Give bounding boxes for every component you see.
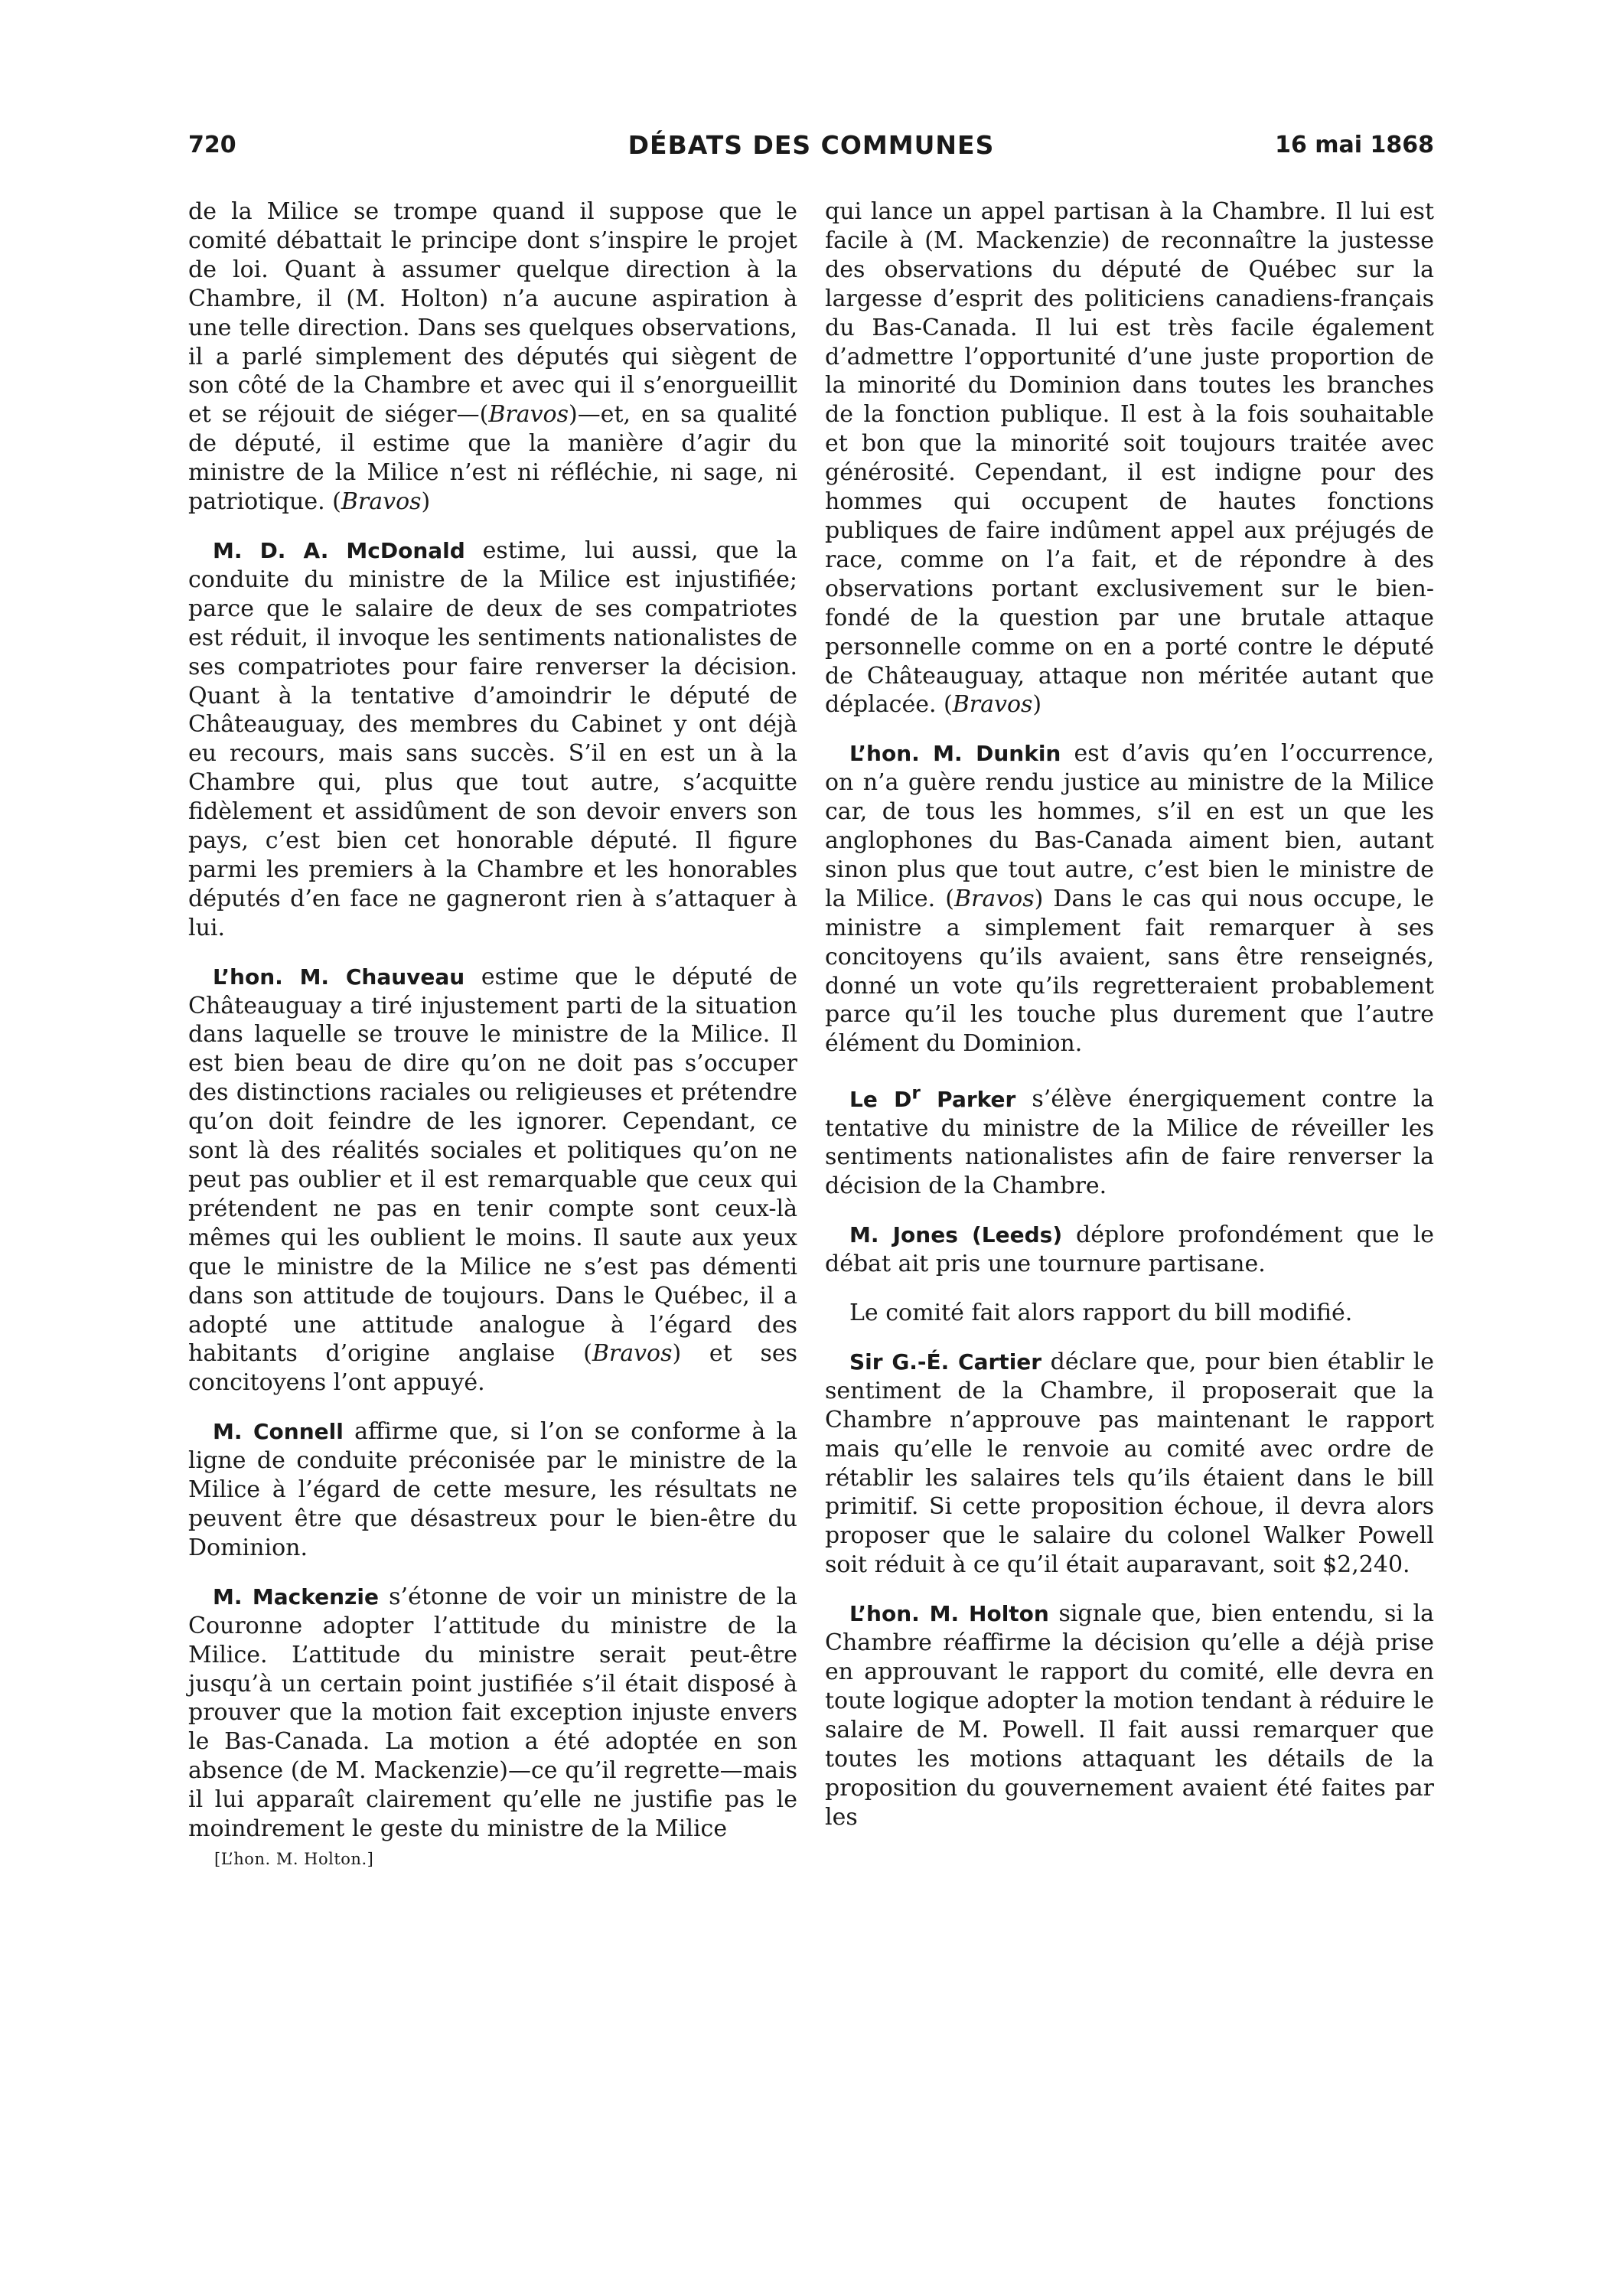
paragraph-jones	[825, 1221, 1434, 1279]
speaker-name: M. Connell	[213, 1419, 344, 1445]
page-number: 720	[188, 132, 236, 158]
speaker-name: L’hon. M. Chauveau	[213, 964, 465, 990]
paragraph-text: déclare que, pour bien établir le sentiment de la Chambre, il proposerait que la Chambre n’approuve pas maintenant le rapport mais qu’elle le renvoie au comité avec ordre de rétablir les salaires tels qu’ils étaient dans le bill primitif. Si cette proposition échoue, il devra alors proposer que le salaire du colonel Walker Powell soit réduit à ce qu’il était auparavant, soit $2,240.	[825, 1348, 1434, 1579]
paragraph-text: de la Milice se trompe quand il suppose que le comité débattait le principe dont s’inspire le projet de loi. Quant à assumer quelque direction à la Chambre, il (M. Holton) n’a aucune aspiration à une telle direction. Dans ses quelques observations, il a parlé simplement des députés qui siègent de son côté de la Chambre et avec qui il s’enorgueillit et se réjouit de siéger—(	[188, 198, 797, 429]
paragraph-text: s’étonne de voir un ministre de la Couronne adopter l’attitude du ministre de la Milice. L’attitude du ministre serait peut-être jusqu’à un certain point justifiée s’il était disposé à prouver que la motion fait exception injuste envers le Bas-Canada. La motion a été adoptée en son absence (de M. Mackenzie)—ce qu’il regrette—mais il lui apparaît clairement qu’elle ne justifie pas le moindrement le geste du ministre de la Milice	[188, 1583, 798, 1843]
paragraph-text: est d’avis qu’en l’occurrence, on n’a guère rendu justice au ministre de la Milice car, de tous les hommes, s’il en est un que les anglophones du Bas-Canada aiment bien, autant sinon plus que tout autre, c’est bien le ministre de la Milice. (	[825, 740, 1434, 912]
interjection: Bravos	[953, 885, 1035, 912]
paragraph-text: qui lance un appel partisan à la Chambre. Il lui est facile à (M. Mackenzie) de reconnaître la justesse des observations du député de Québec sur la largesse d’esprit des politiciens canadiens-français du Bas-Canada. Il lui est très facile également d’admettre l’opportunité d’une juste proportion de la minorité du Dominion dans toutes les branches de la fonction publique. Il est à la fois souhaitable et bon que la minorité soit toujours traitée avec générosité. Cependant, il est indigne pour des hommes qui occupent de hautes fonctions publiques de faire indûment appel aux préjugés de race, comme on l’a fait, et de répondre à des observations portant exclusivement sur le bien-fondé de la question par une brutale attaque personnelle comme on en a porté contre le député de Châteauguay, attaque non méritée autant que déplacée. (	[825, 198, 1434, 719]
speaker-name: L’hon. M. Holton	[849, 1601, 1049, 1627]
right-column	[825, 197, 1434, 1831]
interjection: Bravos	[488, 401, 569, 429]
paragraph-text: estime, lui aussi, que la conduite du ministre de la Milice est injustifiée; parce que le salaire de deux de ses compatriotes est réduit, il invoque les sentiments nationalistes de ses compatriotes pour faire renverser la décision. Quant à la tentative d’amoindrir le député de Châteauguay, des membres du Cabinet y ont déjà eu recours, mais sans succès. S’il en est un à la Chambre qui, plus que tout autre, s’acquitte fidèlement et assidûment de son devoir envers son pays, c’est bien cet honorable député. Il figure parmi les premiers à la Chambre et les honorables députés d’en face ne gagneront rien à s’attaquer à lui.	[188, 536, 798, 941]
paragraph-chauveau	[188, 963, 797, 1398]
page-footer: [L’hon. M. Holton.]	[214, 1849, 374, 1868]
paragraph-cartier	[825, 1348, 1434, 1580]
paragraph-committee-report: Le comité fait alors rapport du bill modifié.	[849, 1300, 1353, 1327]
interjection: Bravos	[592, 1340, 673, 1368]
speaker-name: Sir G.-É. Cartier	[849, 1349, 1042, 1375]
speaker-name: L’hon. M. Dunkin	[849, 741, 1061, 767]
session-date: 16 mai 1868	[1275, 132, 1434, 158]
paragraph-text: ) Dans le cas qui nous occupe, le ministre a simplement fait remarquer à ses concitoyens qu’ils avaient, sans être renseignés, donné un vote qu’ils regretteraient probablement parce qu’il les touche plus durement que l’autre élément du Dominion.	[825, 885, 1434, 1058]
speaker-name	[849, 1081, 1016, 1112]
speaker-title: Le D	[849, 1086, 912, 1112]
paragraph-text: s’élève énergiquement contre la tentative du ministre de la Milice de réveiller les sentiments nationalistes afin de faire renverser la décision de la Chambre.	[825, 1085, 1435, 1200]
speaker-surname: Parker	[920, 1086, 1016, 1112]
left-column	[188, 197, 797, 1868]
paragraph-text: affirme que, si l’on se conforme à la ligne de conduite préconisée par le ministre de la Milice à l’égard de cette mesure, les résultats ne peuvent être que désastreux pour le bien-être du Dominion.	[188, 1418, 797, 1561]
page-header	[188, 129, 1434, 167]
paragraph-connell	[188, 1417, 797, 1563]
speaker-name: M. Jones (Leeds)	[849, 1222, 1063, 1248]
speaker-name: M. D. A. McDonald	[213, 537, 465, 563]
paragraph-text: ) et ses concitoyens l’ont appuyé.	[188, 1340, 798, 1397]
paragraph-dunkin	[825, 739, 1434, 1058]
paragraph-holton-continued	[188, 197, 797, 517]
paragraph-text: déplore profondément que le débat ait pris une tournure partisane.	[825, 1221, 1434, 1278]
interjection: Bravos	[952, 691, 1033, 719]
paragraph-mackenzie-continued	[825, 197, 1434, 719]
paragraph-text: )	[1032, 691, 1042, 719]
paragraph-text: estime que le député de Châteauguay a tiré injustement parti de la situation dans laquelle se trouve le ministre de la Milice. Il est bien beau de dire qu’on ne doit pas s’occuper des distinctions raciales ou religieuses et prétendre qu’on doit feindre de les ignorer. Cependant, ce sont là des réalités sociales et politiques qu’on ne peut pas oublier et il est remarquable que ceux qui prétendent ne pas en tenir compte sont ceux-là mêmes qui les oublient le moins. Il saute aux yeux que le ministre de la Milice ne s’est pas démenti dans son attitude de toujours. Dans le Québec, il a adopté une attitude analogue à l’égard des habitants d’origine anglaise (	[188, 963, 798, 1368]
paragraph-parker	[825, 1078, 1434, 1201]
paragraph-text: signale que, bien entendu, si la Chambre réaffirme la décision qu’elle a déjà prise en approuvant le rapport du comité, elle devra en toute logique adopter la motion tendant à réduire le salaire de M. Powell. Il fait aussi remarquer que toutes les motions attaquant les détails de la proposition du gouvernement avaient été faites par les	[825, 1600, 1434, 1831]
running-title: DÉBATS DES COMMUNES	[627, 130, 995, 160]
speaker-title-superscript: r	[911, 1081, 921, 1104]
interjection: Bravos	[341, 488, 422, 516]
paragraph-text: )	[421, 488, 431, 516]
paragraph-holton	[825, 1600, 1434, 1831]
speaker-name: M. Mackenzie	[213, 1583, 379, 1609]
paragraph-mcdonald	[188, 536, 797, 943]
paragraph-text: )—et, en sa qualité de député, il estime que la manière d’agir du ministre de la Milice n’est ni réfléchie, ni sage, ni patriotique. (	[188, 401, 797, 516]
paragraph-mackenzie	[188, 1583, 797, 1844]
